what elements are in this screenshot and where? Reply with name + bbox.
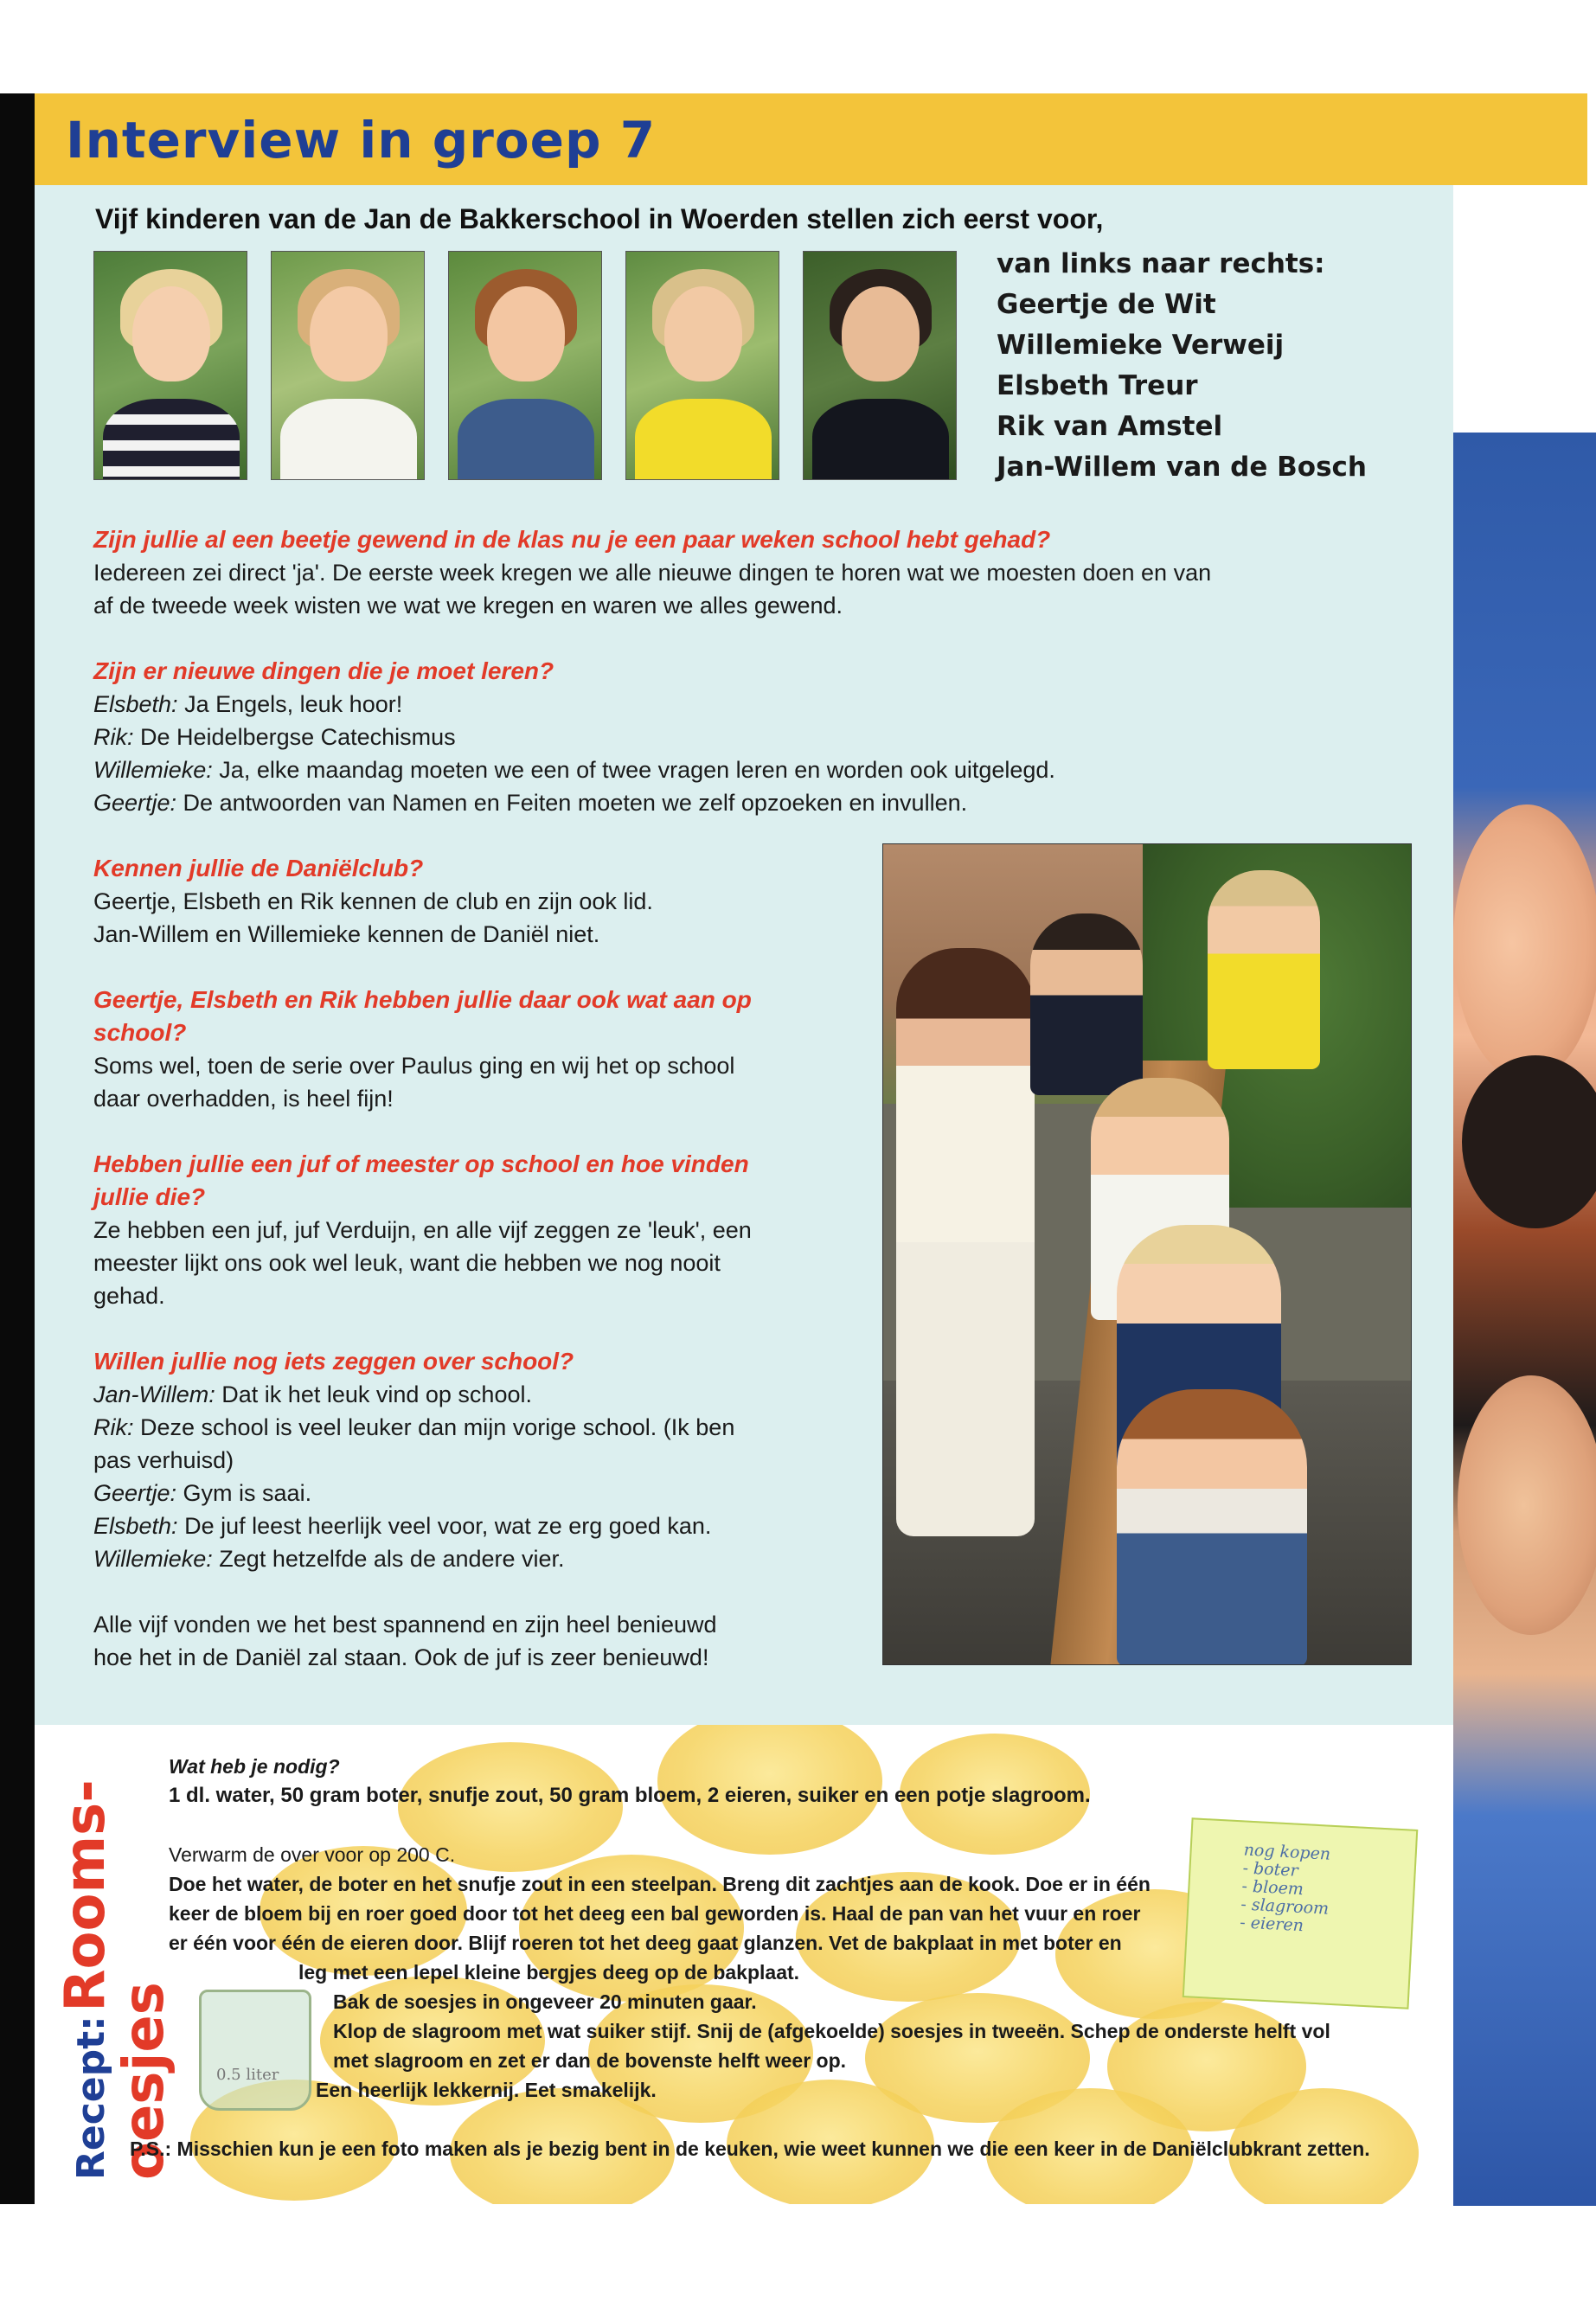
closing-line-2: hoe het in de Daniël zal staan. Ook de juf is zeer benieuwd! (93, 1644, 709, 1670)
answer-6-line (93, 1378, 855, 1411)
portrait-photo-jan-willem (803, 251, 957, 480)
answer-text: Dat ik het leuk vind op school. (215, 1381, 532, 1407)
child-face-upper (1453, 804, 1596, 1081)
answer-6-line (93, 1509, 855, 1542)
recipe-step: leg met een lepel kleine bergjes deeg op de bakplaat. (298, 1961, 800, 1984)
question-2: Zijn er nieuwe dingen die je moet leren? (93, 657, 554, 684)
question-4-line-2: school? (93, 1019, 187, 1046)
left-edge-bar (0, 93, 35, 2204)
note-line: - slagroom (1240, 1894, 1330, 1919)
answer-2-line (93, 786, 1374, 819)
name-item: Jan-Willem van de Bosch (997, 452, 1368, 483)
answer-6-line (93, 1542, 855, 1575)
answer-6-line (93, 1411, 855, 1444)
closing-line-1: Alle vijf vonden we het best spannend en zijn heel benieuwd (93, 1612, 717, 1638)
answer-text: Ja Engels, leuk hoor! (177, 691, 403, 717)
recipe-ps: P.S.: Misschien kun je een foto maken als je bezig bent in de keuken, wie weet kunnen we die een keer in de Daniëlclubkrant zetten. (130, 2138, 1370, 2160)
answer-text: De antwoorden van Namen en Feiten moeten we zelf opzoeken en invullen. (176, 790, 968, 816)
speaker: Geertje: (93, 1480, 177, 1506)
answer-text: pas verhuisd) (93, 1447, 234, 1473)
recipe-label (54, 1779, 118, 2180)
answer-text: Zegt hetzelfde als de andere vier. (212, 1546, 565, 1572)
names-list (997, 244, 1367, 488)
question-3: Kennen jullie de Daniëlclub? (93, 855, 424, 881)
note-line: - bloem (1240, 1876, 1304, 1900)
recipe-step: er één voor één de eieren door. Blijf roeren tot het deeg gaat glanzen. Vet de bakplaat in met boter en (169, 1932, 1122, 1954)
answer-3-line-1: Geertje, Elsbeth en Rik kennen de club en zijn ook lid. (93, 888, 653, 914)
note-line: - boter (1242, 1858, 1299, 1881)
answer-text: Gym is saai. (176, 1480, 312, 1506)
group-photo (882, 843, 1412, 1665)
speaker: Elsbeth: (93, 1513, 178, 1539)
child-face-lower (1458, 1375, 1596, 1635)
page-title: Interview in groep 7 (66, 111, 657, 170)
answer-4-line-1: Soms wel, toen de serie over Paulus ging en wij het op school (93, 1053, 735, 1079)
answer-2-line (93, 721, 1374, 753)
note-line: nog kopen (1243, 1840, 1331, 1864)
name-item: Elsbeth Treur (997, 370, 1198, 401)
recipe-step: Verwarm de over voor op 200 C. (169, 1843, 456, 1866)
child-figure (1030, 913, 1143, 1095)
recipe-label-mid: Rooms- (54, 1779, 118, 2012)
recipe-label-top: Recept: (69, 2016, 113, 2180)
question-5-line-1: Hebben jullie een juf of meester op school en hoe vinden (93, 1150, 749, 1177)
right-photo-strip (1453, 433, 1596, 2206)
question-6: Willen jullie nog iets zeggen over school? (93, 1348, 574, 1375)
answer-text: Deze school is veel leuker dan mijn vorige school. (Ik ben (133, 1414, 735, 1440)
speaker: Rik: (93, 1414, 134, 1440)
portrait-photo-willemieke (271, 251, 425, 480)
speaker: Elsbeth: (93, 691, 178, 717)
name-item: Geertje de Wit (997, 289, 1216, 320)
answer-1-line-1: Iedereen zei direct 'ja'. De eerste week kregen we alle nieuwe dingen te horen wat we moesten doen en van (93, 560, 1212, 586)
names-lead: van links naar rechts: (997, 248, 1325, 279)
question-5-line-2: jullie die? (93, 1183, 206, 1210)
answer-4-line-2: daar overhadden, is heel fijn! (93, 1086, 394, 1112)
recipe-label-bottom: oesjes (112, 1982, 176, 2180)
child-figure (1208, 870, 1320, 1069)
answer-5-line-1: Ze hebben een juf, juf Verduijn, en alle vijf zeggen ze 'leuk', een (93, 1217, 752, 1243)
answer-text: De juf leest heerlijk veel voor, wat ze erg goed kan. (177, 1513, 712, 1539)
answer-text: De Heidelbergse Catechismus (133, 724, 456, 750)
speaker: Willemieke: (93, 757, 213, 783)
child-figure (1117, 1389, 1307, 1665)
recipe-step: Doe het water, de boter en het snufje zout in een steelpan. Breng dit zachtjes aan de kook. Doe er in één (169, 1873, 1151, 1895)
recipe-step: met slagroom en zet er dan de bovenste helft weer op. (333, 2049, 847, 2072)
answer-1-line-2: af de tweede week wisten we wat we kregen en waren we alles gewend. (93, 593, 843, 619)
portrait-photo-elsbeth (448, 251, 602, 480)
answer-6-line (93, 1477, 855, 1509)
name-item: Rik van Amstel (997, 411, 1223, 442)
recipe-step: Klop de slagroom met wat suiker stijf. Snij de (afgekoelde) soesjes in tweeën. Schep de onderste helft vol (333, 2020, 1330, 2042)
recipe-step: keer de bloem bij en roer goed door tot het deeg een bal geworden is. Haal de pan van het vuur en roer (169, 1902, 1141, 1925)
portrait-photo-geertje (93, 251, 247, 480)
recipe-step: Een heerlijk lekkernij. Eet smakelijk. (316, 2079, 657, 2101)
answer-5-line-2: meester lijkt ons ook wel leuk, want die hebben we nog nooit (93, 1250, 721, 1276)
portrait-photo-rik (625, 251, 779, 480)
child-hair (1462, 1055, 1596, 1228)
answer-3-line-2: Jan-Willem en Willemieke kennen de Daniël niet. (93, 921, 600, 947)
answer-6-line (93, 1444, 855, 1477)
answer-2-line (93, 753, 1374, 786)
name-item: Willemieke Verweij (997, 330, 1285, 361)
speaker: Willemieke: (93, 1546, 213, 1572)
answer-5-line-3: gehad. (93, 1283, 165, 1309)
recipe-step: Bak de soesjes in ongeveer 20 minuten gaar. (333, 1990, 757, 2013)
answer-2-line (93, 688, 1374, 721)
question-4-line-1: Geertje, Elsbeth en Rik hebben jullie daar ook wat aan op (93, 986, 752, 1013)
speaker: Geertje: (93, 790, 177, 816)
question-1: Zijn jullie al een beetje gewend in de klas nu je een paar weken school hebt gehad? (93, 526, 1051, 553)
note-line: - eieren (1239, 1913, 1304, 1936)
teacher-figure (896, 948, 1035, 1536)
jug-label: 0.5 liter (216, 2066, 279, 2084)
speaker: Jan-Willem: (93, 1381, 215, 1407)
recipe-text (130, 1752, 1414, 2163)
speaker: Rik: (93, 724, 134, 750)
answer-text: Ja, elke maandag moeten we een of twee vragen leren en worden ook uitgelegd. (212, 757, 1055, 783)
recipe-question: Wat heb je nodig? (169, 1755, 340, 1778)
intro-line: Vijf kinderen van de Jan de Bakkerschool in Woerden stellen zich eerst voor, (95, 203, 1104, 234)
recipe-ingredients: 1 dl. water, 50 gram boter, snufje zout, 50 gram bloem, 2 eieren, suiker en een potje slagroom. (169, 1784, 1091, 1807)
